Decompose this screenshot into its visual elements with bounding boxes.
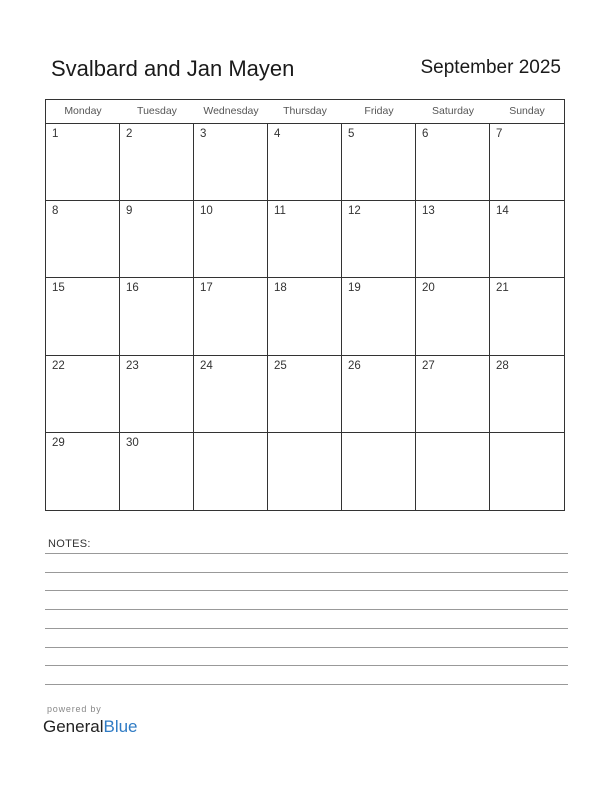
day-number: 23 — [126, 359, 139, 372]
day-cell — [342, 278, 416, 355]
day-number: 13 — [422, 205, 435, 218]
day-number: 25 — [274, 359, 287, 372]
day-cell — [120, 433, 194, 510]
note-line — [45, 647, 568, 648]
brand-blue: Blue — [103, 717, 138, 736]
day-number: 7 — [496, 128, 503, 140]
day-cell — [268, 124, 342, 201]
day-cell — [46, 433, 120, 510]
weekday-header: Tuesday — [120, 100, 194, 124]
day-cell — [194, 124, 268, 201]
day-cell — [416, 356, 490, 433]
day-number: 3 — [200, 128, 207, 140]
day-number: 10 — [200, 205, 213, 218]
note-line — [45, 628, 568, 629]
weekday-header: Friday — [342, 100, 416, 124]
day-cell — [46, 201, 120, 278]
day-cell — [194, 356, 268, 433]
day-number: 27 — [422, 359, 435, 372]
day-number: 19 — [348, 282, 361, 295]
day-cell — [342, 433, 416, 510]
day-cell — [490, 201, 564, 278]
day-cell — [120, 278, 194, 355]
calendar-title: Svalbard and Jan Mayen — [51, 56, 295, 81]
day-number: 8 — [52, 205, 59, 218]
day-cell — [490, 356, 564, 433]
day-cell — [342, 201, 416, 278]
note-line — [45, 609, 568, 610]
day-number: 9 — [126, 205, 133, 218]
day-number: 26 — [348, 359, 361, 372]
day-number: 2 — [126, 128, 133, 140]
day-number: 24 — [200, 359, 213, 372]
note-line — [45, 572, 568, 573]
day-cell — [194, 433, 268, 510]
day-number: 22 — [52, 359, 65, 372]
day-number: 21 — [496, 282, 509, 295]
note-line — [45, 665, 568, 666]
weekday-header: Wednesday — [194, 100, 268, 124]
note-line — [45, 684, 568, 685]
notes-label: NOTES: — [48, 538, 91, 550]
day-cell — [194, 201, 268, 278]
day-cell — [268, 278, 342, 355]
day-number: 28 — [496, 359, 509, 372]
day-number: 1 — [52, 128, 59, 140]
powered-by-text: powered by — [47, 704, 102, 714]
weekday-header: Thursday — [268, 100, 342, 124]
day-number: 15 — [52, 282, 65, 295]
day-number: 16 — [126, 282, 139, 295]
day-cell — [46, 124, 120, 201]
weekday-header: Sunday — [490, 100, 564, 124]
brand-general: General — [43, 717, 104, 736]
day-cell — [416, 433, 490, 510]
day-cell — [120, 356, 194, 433]
month-year-title: September 2025 — [420, 57, 561, 78]
day-number: 14 — [496, 205, 509, 218]
day-number: 12 — [348, 205, 361, 218]
day-cell — [416, 278, 490, 355]
day-number: 6 — [422, 128, 429, 140]
day-cell — [268, 433, 342, 510]
note-line — [45, 553, 568, 554]
day-cell — [120, 124, 194, 201]
day-number: 20 — [422, 282, 435, 295]
day-cell — [194, 278, 268, 355]
day-cell — [342, 356, 416, 433]
day-number: 11 — [274, 205, 286, 218]
day-cell — [490, 278, 564, 355]
day-cell — [490, 433, 564, 510]
day-number: 30 — [126, 436, 139, 449]
day-cell — [268, 201, 342, 278]
brand-logo[interactable] — [43, 717, 138, 737]
day-number: 4 — [274, 128, 281, 140]
day-cell — [120, 201, 194, 278]
day-cell — [490, 124, 564, 201]
day-cell — [46, 356, 120, 433]
weekday-header: Monday — [46, 100, 120, 124]
day-cell — [342, 124, 416, 201]
note-line — [45, 590, 568, 591]
calendar-grid — [45, 99, 565, 511]
day-cell — [46, 278, 120, 355]
day-cell — [416, 201, 490, 278]
day-number: 5 — [348, 128, 355, 140]
day-number: 18 — [274, 282, 287, 295]
day-cell — [268, 356, 342, 433]
day-number: 29 — [52, 436, 65, 449]
weekday-header: Saturday — [416, 100, 490, 124]
day-cell — [416, 124, 490, 201]
day-number: 17 — [200, 282, 213, 295]
